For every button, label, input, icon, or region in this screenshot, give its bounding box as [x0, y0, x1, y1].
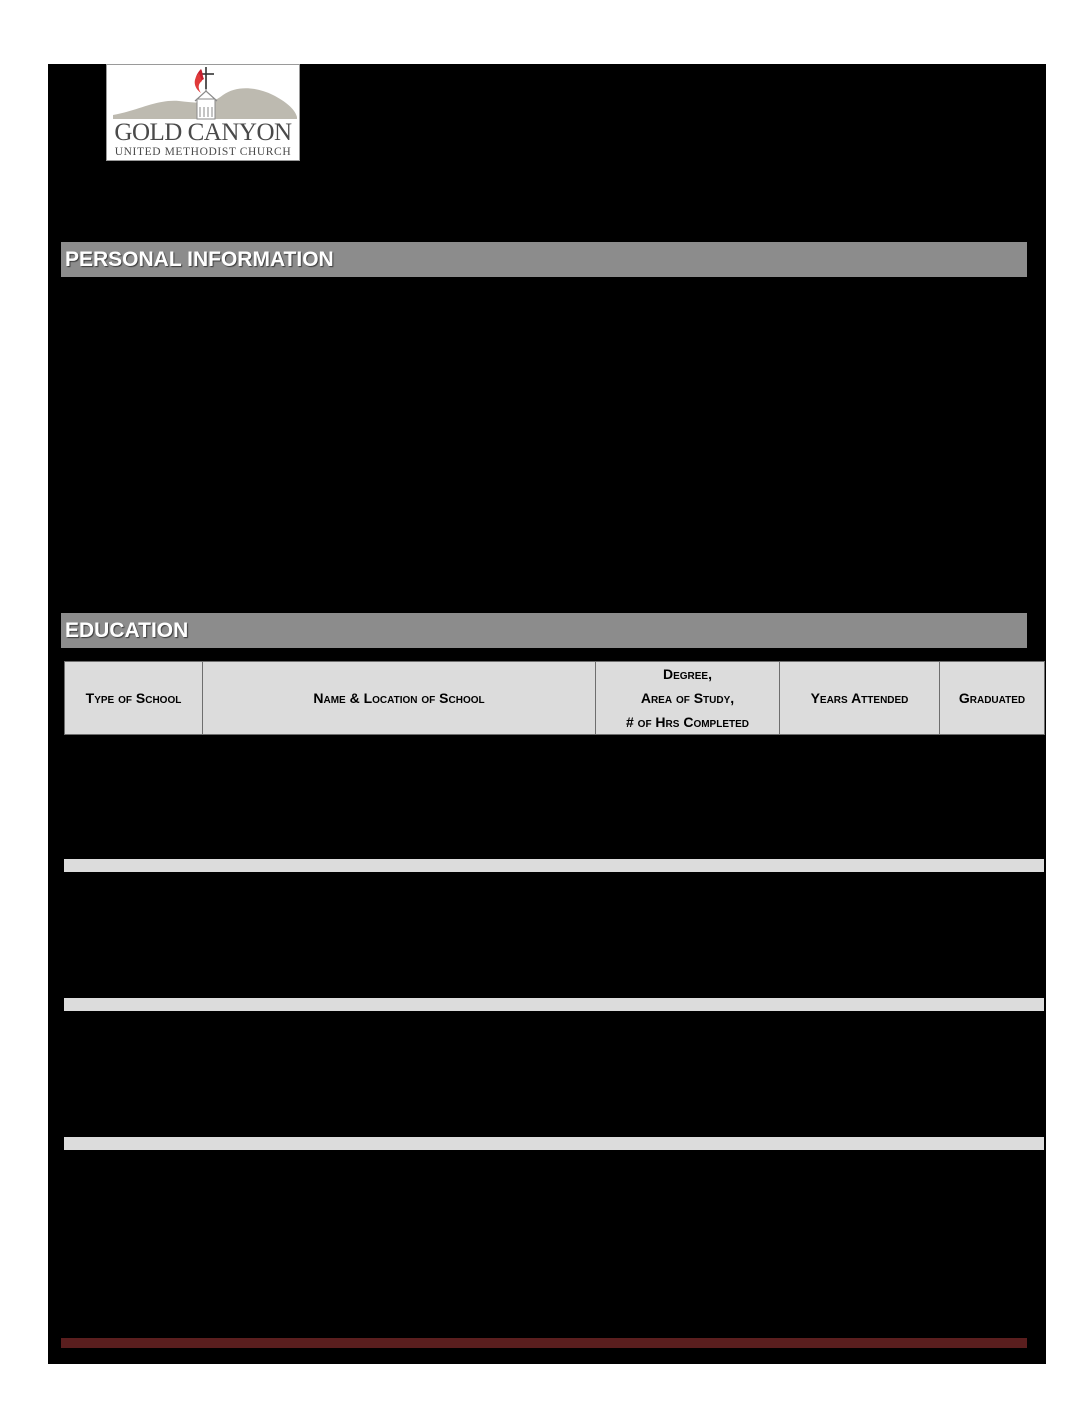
church-logo	[106, 64, 300, 161]
education-row-divider	[64, 998, 1044, 1011]
column-header-name-location: Name & Location of School	[203, 662, 596, 735]
footer-rule	[61, 1338, 1027, 1348]
education-table-header-row	[65, 662, 1045, 735]
personal-information-header	[61, 242, 1027, 277]
column-header-degree: Degree, Area of Study, # of Hrs Completed	[596, 662, 780, 735]
education-row-divider	[64, 859, 1044, 872]
logo-church-subtitle: UNITED METHODIST CHURCH	[114, 146, 292, 158]
column-header-years-attended: Years Attended	[780, 662, 940, 735]
column-header-graduated: Graduated	[940, 662, 1045, 735]
column-header-type-of-school: Type of School	[65, 662, 203, 735]
personal-information-title: PERSONAL INFORMATION	[65, 248, 334, 271]
education-row-divider	[64, 1137, 1044, 1150]
logo-church-name: GOLD CANYON	[114, 119, 292, 146]
education-header	[61, 613, 1027, 648]
education-title: EDUCATION	[65, 619, 189, 642]
education-table	[64, 661, 1045, 735]
